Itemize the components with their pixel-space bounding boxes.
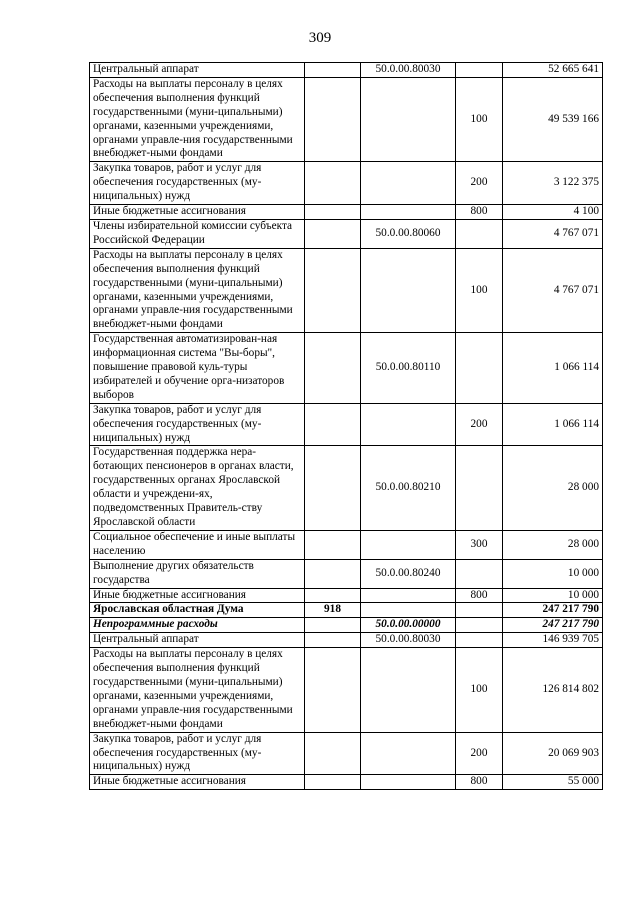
expense-type-cell: 200 bbox=[456, 732, 503, 775]
amount-cell: 4 767 071 bbox=[503, 248, 603, 332]
expense-name-cell: Расходы на выплаты персоналу в целях обеспечения выполнения функций государственными (муни-ципальными) органами, казенными учреждениями, органами управле-ния государственными внебюджет-ными фондами bbox=[90, 248, 305, 332]
page-number: 309 bbox=[308, 30, 332, 46]
department-code-cell bbox=[305, 618, 361, 633]
target-article-cell bbox=[361, 530, 456, 559]
expense-name-cell: Иные бюджетные ассигнования bbox=[90, 775, 305, 790]
target-article-cell: 50.0.00.00000 bbox=[361, 618, 456, 633]
table-row bbox=[90, 530, 603, 559]
department-code-cell bbox=[305, 775, 361, 790]
department-code-cell bbox=[305, 559, 361, 588]
expense-type-cell bbox=[456, 63, 503, 78]
target-article-cell: 50.0.00.80060 bbox=[361, 219, 456, 248]
department-code-cell bbox=[305, 205, 361, 220]
expense-type-cell: 100 bbox=[456, 648, 503, 732]
target-article-cell bbox=[361, 603, 456, 618]
budget-table bbox=[89, 62, 603, 790]
department-code-cell bbox=[305, 648, 361, 732]
table-row bbox=[90, 403, 603, 446]
table-row bbox=[90, 732, 603, 775]
target-article-cell bbox=[361, 732, 456, 775]
amount-cell: 28 000 bbox=[503, 446, 603, 530]
department-code-cell: 918 bbox=[305, 603, 361, 618]
department-code-cell bbox=[305, 732, 361, 775]
expense-name-cell: Расходы на выплаты персоналу в целях обеспечения выполнения функций государственными (муни-ципальными) органами, казенными учреждениями, органами управле-ния государственными внебюджет-ными фондами bbox=[90, 648, 305, 732]
expense-name-cell: Закупка товаров, работ и услуг для обеспечения государственных (му-ниципальных) нужд bbox=[90, 732, 305, 775]
expense-name-cell: Иные бюджетные ассигнования bbox=[90, 588, 305, 603]
amount-cell: 247 217 790 bbox=[503, 603, 603, 618]
department-code-cell bbox=[305, 633, 361, 648]
department-code-cell bbox=[305, 219, 361, 248]
amount-cell: 1 066 114 bbox=[503, 403, 603, 446]
table-row bbox=[90, 648, 603, 732]
department-code-cell bbox=[305, 530, 361, 559]
expense-type-cell: 800 bbox=[456, 775, 503, 790]
department-code-cell bbox=[305, 248, 361, 332]
target-article-cell bbox=[361, 775, 456, 790]
expense-name-cell: Выполнение других обязательств государства bbox=[90, 559, 305, 588]
amount-cell: 49 539 166 bbox=[503, 77, 603, 161]
expense-name-cell: Государственная автоматизирован-ная информационная система "Вы-боры", повышение правовой куль-туры избирателей и обучение орга-низаторов выборов bbox=[90, 333, 305, 404]
target-article-cell: 50.0.00.80240 bbox=[361, 559, 456, 588]
expense-type-cell bbox=[456, 333, 503, 404]
expense-type-cell: 800 bbox=[456, 205, 503, 220]
table-row bbox=[90, 248, 603, 332]
table-row bbox=[90, 633, 603, 648]
expense-type-cell bbox=[456, 446, 503, 530]
table-row bbox=[90, 618, 603, 633]
table-row bbox=[90, 588, 603, 603]
amount-cell: 10 000 bbox=[503, 559, 603, 588]
table-row bbox=[90, 162, 603, 205]
target-article-cell bbox=[361, 248, 456, 332]
expense-name-cell: Центральный аппарат bbox=[90, 63, 305, 78]
target-article-cell bbox=[361, 205, 456, 220]
expense-type-cell bbox=[456, 633, 503, 648]
amount-cell: 4 767 071 bbox=[503, 219, 603, 248]
budget-table-body bbox=[90, 63, 603, 790]
expense-type-cell: 100 bbox=[456, 77, 503, 161]
expense-name-cell: Иные бюджетные ассигнования bbox=[90, 205, 305, 220]
target-article-cell bbox=[361, 588, 456, 603]
amount-cell: 52 665 641 bbox=[503, 63, 603, 78]
amount-cell: 55 000 bbox=[503, 775, 603, 790]
amount-cell: 247 217 790 bbox=[503, 618, 603, 633]
target-article-cell: 50.0.00.80030 bbox=[361, 63, 456, 78]
table-row bbox=[90, 219, 603, 248]
target-article-cell bbox=[361, 403, 456, 446]
amount-cell: 20 069 903 bbox=[503, 732, 603, 775]
table-row bbox=[90, 63, 603, 78]
expense-type-cell bbox=[456, 618, 503, 633]
amount-cell: 28 000 bbox=[503, 530, 603, 559]
target-article-cell bbox=[361, 77, 456, 161]
target-article-cell: 50.0.00.80210 bbox=[361, 446, 456, 530]
expense-name-cell: Члены избирательной комиссии субъекта Российской Федерации bbox=[90, 219, 305, 248]
expense-type-cell bbox=[456, 603, 503, 618]
amount-cell: 1 066 114 bbox=[503, 333, 603, 404]
expense-name-cell: Расходы на выплаты персоналу в целях обеспечения выполнения функций государственными (муни-ципальными) органами, казенными учреждениями, органами управле-ния государственными внебюджет-ными фондами bbox=[90, 77, 305, 161]
expense-name-cell: Закупка товаров, работ и услуг для обеспечения государственных (му-ниципальных) нужд bbox=[90, 162, 305, 205]
department-code-cell bbox=[305, 446, 361, 530]
amount-cell: 3 122 375 bbox=[503, 162, 603, 205]
expense-type-cell bbox=[456, 219, 503, 248]
table-row bbox=[90, 559, 603, 588]
table-row bbox=[90, 603, 603, 618]
amount-cell: 4 100 bbox=[503, 205, 603, 220]
expense-name-cell: Закупка товаров, работ и услуг для обеспечения государственных (му-ниципальных) нужд bbox=[90, 403, 305, 446]
expense-type-cell: 200 bbox=[456, 162, 503, 205]
amount-cell: 10 000 bbox=[503, 588, 603, 603]
table-row bbox=[90, 205, 603, 220]
table-row bbox=[90, 775, 603, 790]
target-article-cell bbox=[361, 162, 456, 205]
department-code-cell bbox=[305, 333, 361, 404]
expense-type-cell: 800 bbox=[456, 588, 503, 603]
target-article-cell: 50.0.00.80030 bbox=[361, 633, 456, 648]
expense-name-cell: Центральный аппарат bbox=[90, 633, 305, 648]
department-code-cell bbox=[305, 162, 361, 205]
department-code-cell bbox=[305, 77, 361, 161]
expense-name-cell: Государственная поддержка нера-ботающих пенсионеров в органах власти, государственных органах Ярославской области и учреждени-ях, подведомственных Правитель-ству Ярославской области bbox=[90, 446, 305, 530]
department-code-cell bbox=[305, 63, 361, 78]
department-code-cell bbox=[305, 588, 361, 603]
expense-name-cell: Социальное обеспечение и иные выплаты населению bbox=[90, 530, 305, 559]
target-article-cell: 50.0.00.80110 bbox=[361, 333, 456, 404]
amount-cell: 146 939 705 bbox=[503, 633, 603, 648]
expense-type-cell: 200 bbox=[456, 403, 503, 446]
expense-type-cell: 100 bbox=[456, 248, 503, 332]
expense-name-cell: Ярославская областная Дума bbox=[90, 603, 305, 618]
amount-cell: 126 814 802 bbox=[503, 648, 603, 732]
department-code-cell bbox=[305, 403, 361, 446]
table-row bbox=[90, 446, 603, 530]
expense-type-cell: 300 bbox=[456, 530, 503, 559]
expense-name-cell: Непрограммные расходы bbox=[90, 618, 305, 633]
target-article-cell bbox=[361, 648, 456, 732]
table-row bbox=[90, 333, 603, 404]
expense-type-cell bbox=[456, 559, 503, 588]
table-row bbox=[90, 77, 603, 161]
